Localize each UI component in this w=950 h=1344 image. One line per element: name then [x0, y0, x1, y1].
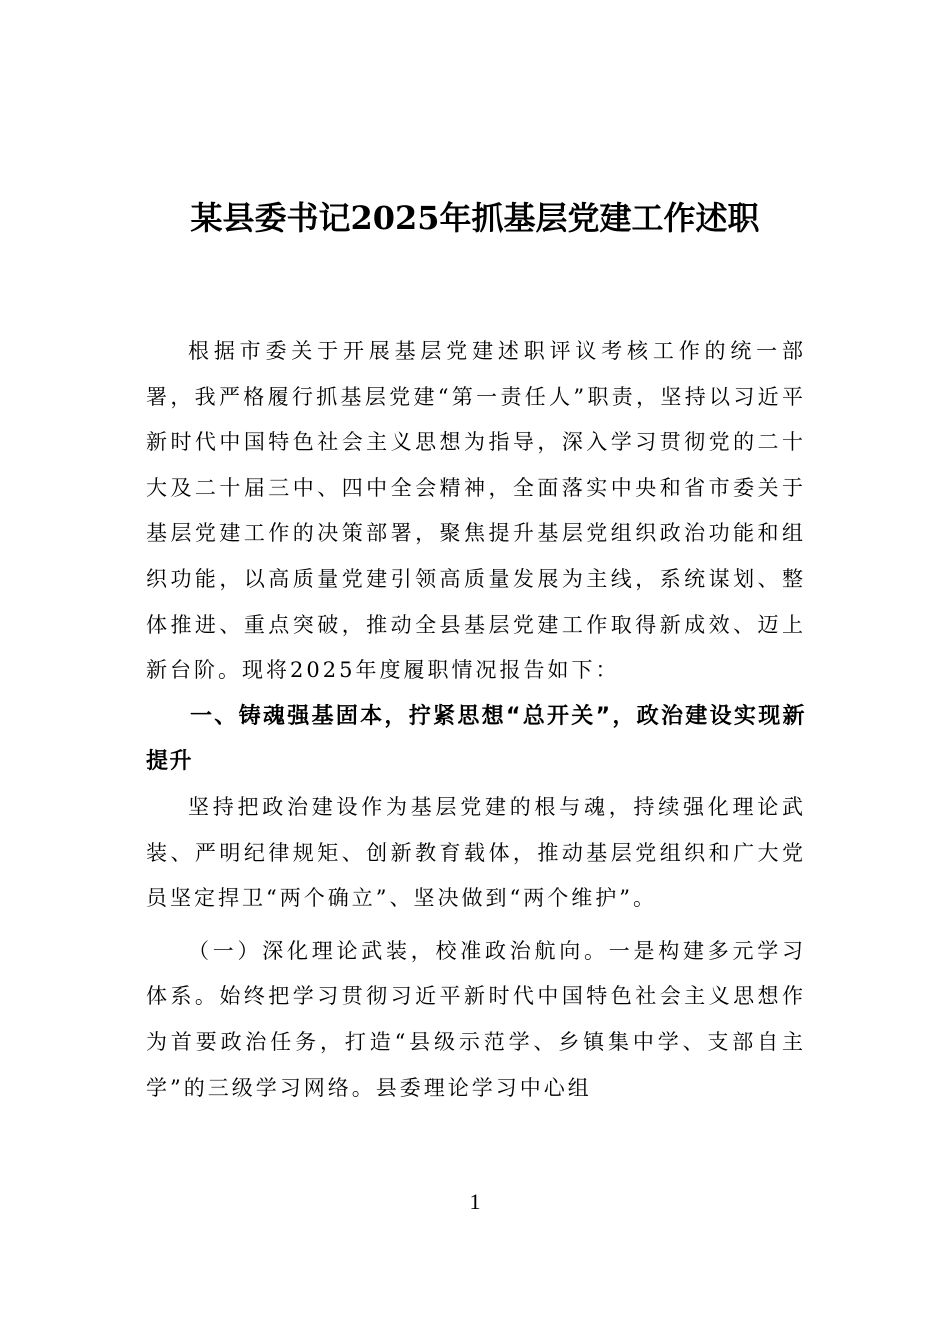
document-title: 某县委书记2025年抓基层党建工作述职: [190, 199, 760, 237]
section-heading-1: 一、铸魂强基固本，拧紧思想“总开关”，政治建设实现新提升: [146, 703, 806, 775]
page-number: 1: [469, 1189, 481, 1214]
section-1-paragraph: 坚持把政治建设作为基层党建的根与魂，持续强化理论武装、严明纪律规矩、创新教育载体，推动基层党组织和广大党员坚定捍卫“两个确立”、坚决做到“两个维护”。: [146, 794, 806, 911]
body-text: [146, 329, 806, 1111]
intro-paragraph: 根据市委关于开展基层党建述职评议考核工作的统一部署，我严格履行抓基层党建“第一责任人”职责，坚持以习近平新时代中国特色社会主义思想为指导，深入学习贯彻党的二十大及二十届三中、四中全会精神，全面落实中央和省市委关于基层党建工作的决策部署，聚焦提升基层党组织政治功能和组织功能，以高质量党建引领高质量发展为主线，系统谋划、整体推进、重点突破，推动全县基层党建工作取得新成效、迈上新台阶。现将2025年度履职情况报告如下：: [146, 339, 806, 683]
subsection-1-paragraph: （一）深化理论武装，校准政治航向。一是构建多元学习体系。始终把学习贯彻习近平新时代中国特色社会主义思想作为首要政治任务，打造“县级示范学、乡镇集中学、支部自主学”的三级学习网络。县委理论学习中心组: [146, 938, 806, 1100]
